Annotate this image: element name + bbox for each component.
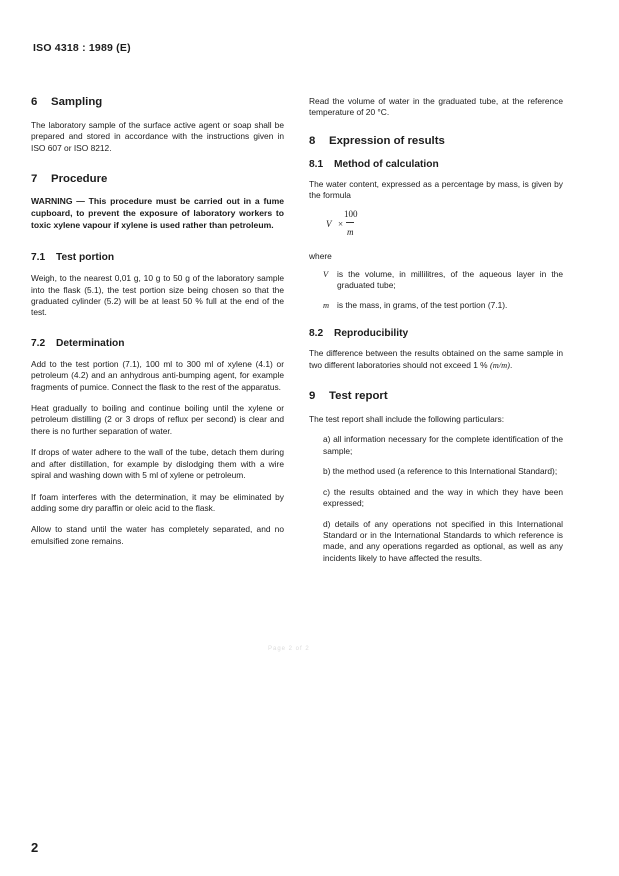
test-portion-paragraph: Weigh, to the nearest 0,01 g, 10 g to 50 g of the laboratory sample into the flask (5.1), the test portion size being chosen so that the graduated cylinder (5.2) will be at least 50 % full at the end of the test. [31, 273, 284, 318]
report-item-a: a) all information necessary for the complete identification of the sample; [323, 434, 563, 456]
section-7-heading: 7 Procedure [31, 173, 108, 186]
faint-watermark: Page 2 of 2 [268, 646, 310, 652]
formula-m: m [347, 226, 354, 237]
reproducibility-paragraph: The difference between the results obtained on the same sample in two different laboratories should not exceed 1 % (m/m). [309, 348, 563, 370]
definition-m: m is the mass, in grams, of the test portion (7.1). [323, 299, 508, 310]
section-8-heading: 8 Expression of results [309, 134, 445, 147]
safety-warning: WARNING — This procedure must be carried out in a fume cupboard, to prevent the exposure of laboratory workers to toxic xylene vapour if xylene is used rather than petroleum. [31, 196, 284, 231]
determination-paragraph-4: If foam interferes with the determination, it may be eliminated by adding some dry paraffin or oleic acid to the flask. [31, 491, 284, 513]
water-content-formula [309, 209, 563, 243]
section-8-2-heading: 8.2 Reproducibility [309, 328, 409, 340]
left-column [31, 96, 284, 547]
section-9-heading: 9 Test report [309, 390, 388, 403]
report-item-d: d) details of any operations not specified in this International Standard or in the International Standards to which reference is made, and any operations regarded as optional, as well as any incidents likely to have affected the results. [323, 518, 563, 563]
section-8-1-heading: 8.1 Method of calculation [309, 158, 439, 170]
section-7-1-heading: 7.1 Test portion [31, 252, 115, 264]
formula-v: V [326, 218, 332, 229]
section-6-heading: 6 Sampling [31, 96, 103, 108]
calculation-paragraph: The water content, expressed as a percentage by mass, is given by the formula [309, 178, 563, 201]
test-report-intro: The test report shall include the following particulars: [309, 414, 505, 425]
read-volume-paragraph: Read the volume of water in the graduated tube, at the reference temperature of 20 °C. [309, 96, 563, 118]
where-label: where [309, 250, 332, 261]
determination-paragraph-1: Add to the test portion (7.1), 100 ml to 300 ml of xylene (4.1) or petroleum (4.2) and an anhydrous anti-bumping agent, for example fragments of pumice. Connect the flask to the rest of the apparatus. [31, 358, 284, 392]
determination-paragraph-5: Allow to stand until the water has completely separated, and no emulsified zone remains. [31, 524, 284, 546]
page-number: 2 [31, 840, 39, 855]
determination-paragraph-2: Heat gradually to boiling and continue boiling until the xylene or petroleum distilling (2 or 3 drops of reflux per second) is clear and there is no further separation of water. [31, 403, 284, 436]
formula-numerator: 100 [344, 208, 358, 219]
fraction-bar [346, 222, 354, 223]
document-header: ISO 4318 : 1989 (E) [33, 42, 131, 54]
determination-paragraph-3: If drops of water adhere to the wall of the tube, detach them during and after distillation, for example by dislodging them with a wire spiral and washing down with 5 ml of xylene or petroleum. [31, 447, 284, 481]
formula-times: × [338, 218, 344, 229]
definition-v: V is the volume, in millilitres, of the aqueous layer in the graduated tube; [323, 269, 563, 291]
report-item-b: b) the method used (a reference to this International Standard); [323, 466, 558, 477]
section-7-2-heading: 7.2 Determination [31, 337, 125, 349]
report-item-c: c) the results obtained and the way in which they have been expressed; [323, 486, 563, 509]
sampling-paragraph: The laboratory sample of the surface active agent or soap shall be prepared and stored in accordance with the instructions given in ISO 607 or ISO 8212. [31, 120, 284, 153]
right-column [309, 96, 563, 564]
